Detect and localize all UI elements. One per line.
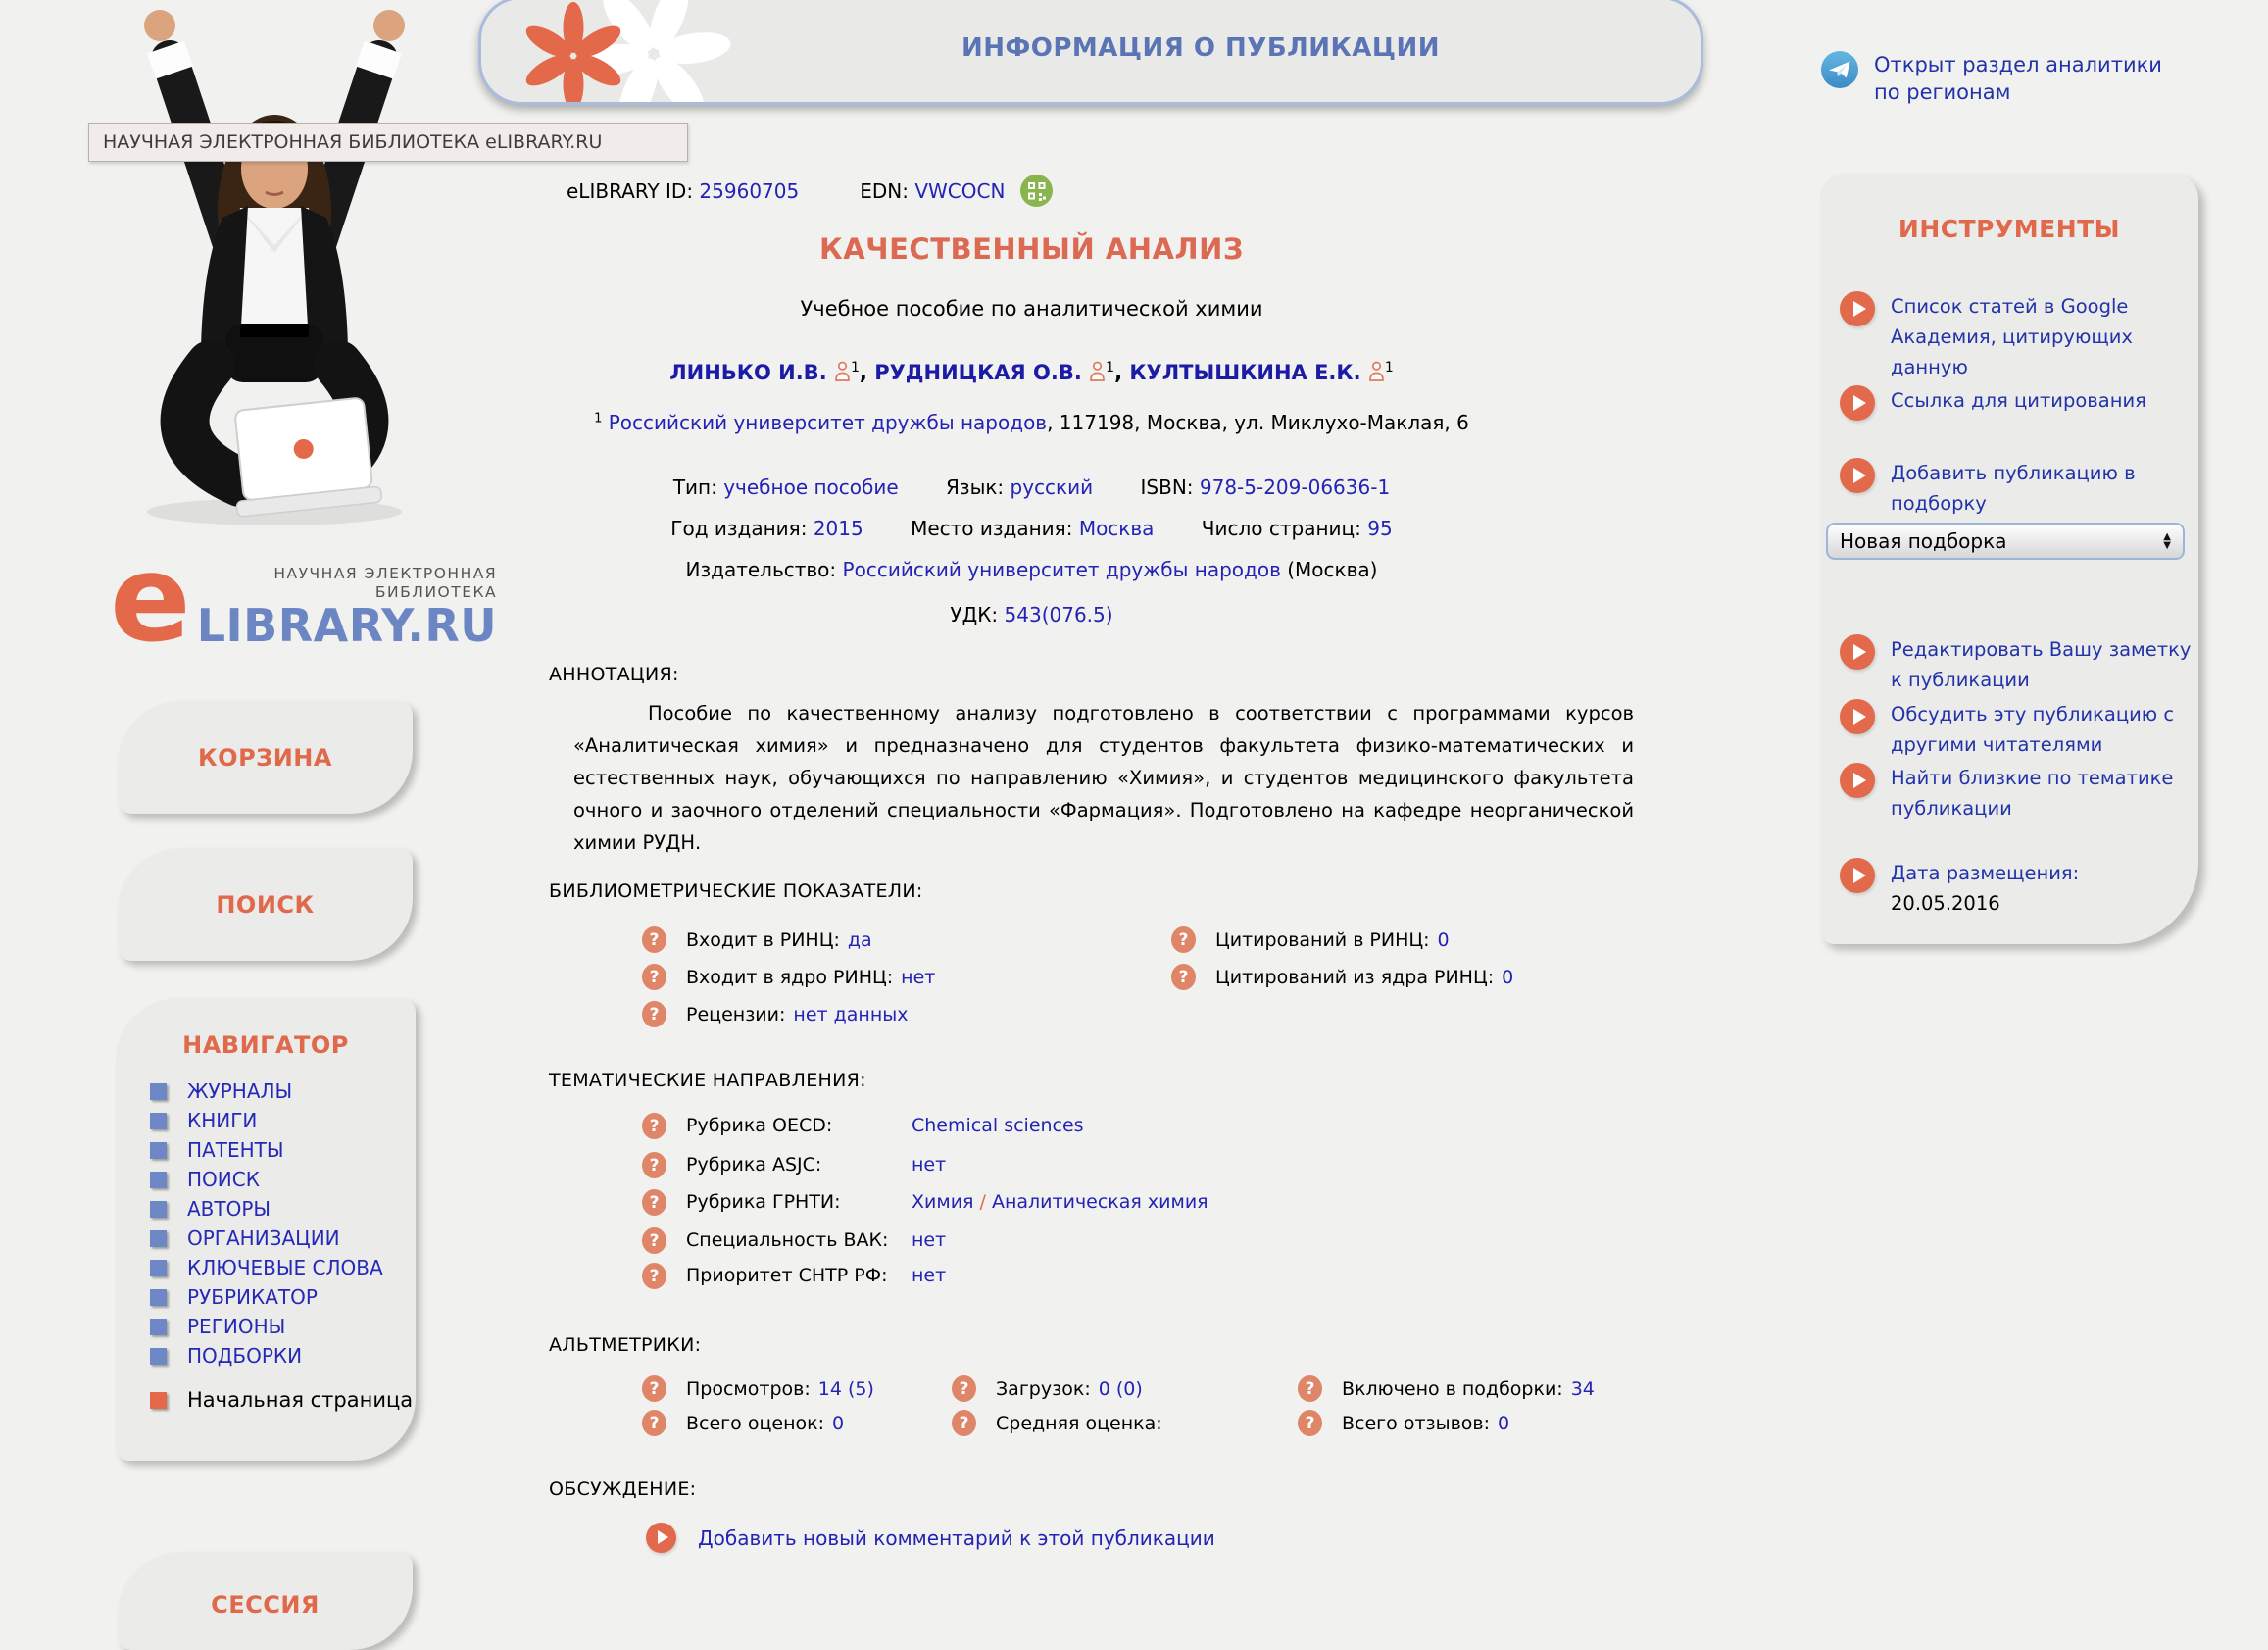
type-lang-isbn-row xyxy=(549,475,1514,499)
citation-link[interactable]: Ссылка для цитирования xyxy=(1891,389,2146,412)
help-icon[interactable]: ? xyxy=(952,1410,976,1436)
altmetrics-heading: АЛЬТМЕТРИКИ: xyxy=(549,1334,702,1356)
navigator-list xyxy=(116,1076,416,1371)
citations-rinc-value[interactable]: 0 xyxy=(1437,928,1450,951)
citations-rinc-row xyxy=(1171,926,1450,953)
elibrary-logo-e: e xyxy=(110,529,187,669)
find-similar-link[interactable]: Найти близкие по тематике публикации xyxy=(1891,767,2174,820)
home-label[interactable]: Начальная страница xyxy=(187,1388,414,1412)
search-panel[interactable] xyxy=(118,848,413,961)
add-comment-row[interactable] xyxy=(646,1523,1215,1553)
annotation-heading: АННОТАЦИЯ: xyxy=(549,664,679,685)
play-icon xyxy=(1840,858,1875,893)
help-icon[interactable]: ? xyxy=(1171,926,1196,953)
collection-select[interactable] xyxy=(1826,523,2185,560)
elibrary-id-value[interactable]: 25960705 xyxy=(699,178,800,203)
logo-wordmark: LIBRARY.RU xyxy=(196,599,498,652)
author-separator: , xyxy=(859,361,875,384)
sntr-label: Приоритет СНТР РФ: xyxy=(686,1265,888,1286)
vak-value[interactable]: нет xyxy=(912,1229,947,1251)
sidebar-item-regions[interactable] xyxy=(116,1312,416,1341)
sntr-value[interactable]: нет xyxy=(912,1265,947,1286)
avg-rating-label: Средняя оценка: xyxy=(996,1412,1162,1434)
author-icon xyxy=(1361,361,1385,384)
reviews-row xyxy=(642,1001,909,1027)
play-icon xyxy=(1840,763,1875,798)
reviews-value[interactable]: нет данных xyxy=(793,1003,909,1025)
help-icon[interactable]: ? xyxy=(642,1113,666,1139)
play-icon xyxy=(1840,634,1875,670)
help-icon[interactable]: ? xyxy=(642,1410,666,1436)
collections-cell xyxy=(1298,1375,1595,1402)
navigator-title: НАВИГАТОР xyxy=(182,1031,349,1059)
help-icon[interactable]: ? xyxy=(1298,1375,1322,1402)
tool-add-to-collection[interactable] xyxy=(1840,458,2196,519)
citations-core-label: Цитирований из ядра РИНЦ: xyxy=(1215,966,1495,988)
posting-date-row xyxy=(1840,858,2079,919)
sidebar-item-home[interactable] xyxy=(116,1388,416,1412)
publication-title: КАЧЕСТВЕННЫЙ АНАЛИЗ xyxy=(819,232,1244,266)
basket-link[interactable]: КОРЗИНА xyxy=(198,743,332,772)
sidebar-item-label[interactable]: КЛЮЧЕВЫЕ СЛОВА xyxy=(187,1256,383,1279)
type-label: Тип: xyxy=(672,475,717,499)
session-panel xyxy=(118,1552,413,1650)
lang-value[interactable]: русский xyxy=(1010,475,1094,499)
downloads-cell xyxy=(952,1375,1143,1402)
publication-ids-row xyxy=(567,175,1053,207)
site-tooltip xyxy=(88,123,688,162)
ratings-cell xyxy=(642,1410,844,1436)
author-separator: , xyxy=(1114,361,1130,384)
play-icon xyxy=(646,1523,676,1553)
grnti-separator: / xyxy=(973,1191,992,1213)
reviews-label: Рецензии: xyxy=(686,1003,786,1025)
square-bullet-icon xyxy=(150,1172,167,1188)
author-affil-sup: 1 xyxy=(1384,360,1394,375)
avg-rating-cell xyxy=(952,1410,1170,1436)
logo-caption-line2: БИБЛИОТЕКА xyxy=(374,583,498,601)
oecd-value[interactable]: Chemical sciences xyxy=(912,1115,1084,1136)
year-place-pages-row xyxy=(549,517,1514,540)
collections-value[interactable]: 34 xyxy=(1570,1377,1595,1400)
help-icon[interactable]: ? xyxy=(1171,964,1196,990)
citations-core-value[interactable]: 0 xyxy=(1502,966,1514,988)
author-link[interactable]: РУДНИЦКАЯ О.В. xyxy=(874,361,1082,384)
help-icon[interactable]: ? xyxy=(642,1263,666,1289)
sidebar-item-label[interactable]: ПАТЕНТЫ xyxy=(187,1138,284,1162)
sidebar-item-collections[interactable] xyxy=(116,1341,416,1371)
citations-core-row xyxy=(1171,964,1513,990)
sidebar-item-authors[interactable] xyxy=(116,1194,416,1224)
search-link[interactable]: ПОИСК xyxy=(216,890,315,919)
add-to-collection-link[interactable]: Добавить публикацию в подборку xyxy=(1891,462,2136,515)
session-title: СЕССИЯ xyxy=(211,1591,320,1619)
sidebar-item-label[interactable]: ЖУРНАЛЫ xyxy=(187,1079,293,1103)
publication-info xyxy=(549,172,1676,1606)
help-icon[interactable]: ? xyxy=(642,1152,666,1178)
grnti-value-2[interactable]: Аналитическая химия xyxy=(991,1191,1208,1213)
square-bullet-icon xyxy=(150,1260,167,1276)
square-bullet-orange-icon xyxy=(150,1392,167,1409)
lang-label: Язык: xyxy=(946,475,1005,499)
author-icon xyxy=(827,361,851,384)
place-label: Место издания: xyxy=(911,517,1073,540)
square-bullet-icon xyxy=(150,1201,167,1218)
udk-label: УДК: xyxy=(950,603,999,626)
tool-find-similar[interactable] xyxy=(1840,763,2196,824)
page-title: ИНФОРМАЦИЯ О ПУБЛИКАЦИИ xyxy=(961,33,1441,63)
sidebar-item-rubricator[interactable] xyxy=(116,1282,416,1312)
author-icon xyxy=(1082,361,1106,384)
rinc-core-label: Входит в ядро РИНЦ: xyxy=(686,966,894,988)
asjc-label: Рубрика ASJC: xyxy=(686,1154,822,1175)
pages-label: Число страниц: xyxy=(1201,517,1361,540)
affiliation-sup: 1 xyxy=(594,411,603,426)
navigator-panel xyxy=(116,998,416,1461)
affiliation-row xyxy=(549,411,1514,434)
views-value[interactable]: 14 (5) xyxy=(817,1377,874,1400)
publisher-row xyxy=(549,558,1514,581)
telegram-icon[interactable] xyxy=(1821,51,1858,93)
select-arrows-icon xyxy=(2163,532,2171,550)
sidebar-item-books[interactable] xyxy=(116,1106,416,1135)
type-value[interactable]: учебное пособие xyxy=(723,475,899,499)
help-icon[interactable]: ? xyxy=(642,926,666,953)
woman-with-laptop-illustration xyxy=(93,0,456,529)
annotation-text: Пособие по качественному анализу подготовлено в соответствии с программами курсов «Аналитическая химия» и предназначено для студентов факультета физико-математических и естественных наук, обучающихся по направлению «Химия», и студентов медицинского факультета очного и заочного отделений специальности «Фармация». Подготовлено на кафедре неорганической химии РУДН. xyxy=(573,702,1634,854)
discussion-heading: ОБСУЖДЕНИЕ: xyxy=(549,1478,697,1500)
feedback-label: Всего отзывов: xyxy=(1342,1412,1491,1434)
pages-value[interactable]: 95 xyxy=(1367,517,1393,540)
square-bullet-icon xyxy=(150,1142,167,1159)
help-icon[interactable]: ? xyxy=(952,1375,976,1402)
qr-code-icon[interactable] xyxy=(1020,175,1053,207)
grnti-label: Рубрика ГРНТИ: xyxy=(686,1191,841,1213)
publisher-suffix: (Москва) xyxy=(1280,558,1378,581)
logo-caption-line1: НАУЧНАЯ ЭЛЕКТРОННАЯ xyxy=(273,565,498,582)
author-link[interactable]: ЛИНЬКО И.В. xyxy=(669,361,827,384)
rinc-value[interactable]: да xyxy=(847,928,872,951)
udk-row xyxy=(549,603,1514,626)
sidebar-item-label[interactable]: ПОДБОРКИ xyxy=(187,1344,303,1368)
publication-subtitle: Учебное пособие по аналитической химии xyxy=(800,297,1263,321)
publisher-label: Издательство: xyxy=(685,558,837,581)
author-affil-sup: 1 xyxy=(1106,360,1115,375)
affiliation-address: , 117198, Москва, ул. Миклухо-Маклая, 6 xyxy=(1047,411,1469,434)
google-scholar-link[interactable]: Список статей в Google Академия, цитирующих данную xyxy=(1891,295,2133,378)
tool-discuss[interactable] xyxy=(1840,699,2196,760)
square-bullet-icon xyxy=(150,1289,167,1306)
elibrary-id-label: eLIBRARY ID: xyxy=(567,178,694,203)
collections-label: Включено в подборки: xyxy=(1342,1377,1563,1400)
views-label: Просмотров: xyxy=(686,1377,811,1400)
publisher-value[interactable]: Российский университет дружбы народов xyxy=(842,558,1281,581)
regional-analytics-link[interactable]: Открыт раздел аналитики по регионам xyxy=(1874,53,2162,104)
udk-value[interactable]: 543(076.5) xyxy=(1004,603,1113,626)
tool-google-scholar[interactable] xyxy=(1840,291,2196,382)
isbn-value[interactable]: 978-5-209-06636-1 xyxy=(1199,475,1391,499)
play-icon xyxy=(1840,385,1875,421)
sidebar-item-label[interactable]: ПОИСК xyxy=(187,1168,260,1191)
edn-value[interactable]: VWCOCN xyxy=(914,178,1006,203)
posting-date-label: Дата размещения: xyxy=(1891,862,2080,884)
discuss-link[interactable]: Обсудить эту публикацию с другими читателями xyxy=(1891,703,2175,756)
sidebar-item-label[interactable]: РУБРИКАТОР xyxy=(187,1285,318,1309)
tool-citation-link[interactable] xyxy=(1840,385,2196,421)
asjc-value[interactable]: нет xyxy=(912,1154,947,1175)
help-icon[interactable]: ? xyxy=(642,1227,666,1254)
collection-select-value: Новая подборка xyxy=(1840,529,2007,553)
author-link[interactable]: КУЛТЫШКИНА Е.К. xyxy=(1129,361,1361,384)
play-icon xyxy=(1840,699,1875,734)
posting-date-value: 20.05.2016 xyxy=(1891,892,2000,915)
sidebar-item-label[interactable]: АВТОРЫ xyxy=(187,1197,271,1221)
promo-photo xyxy=(93,0,456,529)
tools-panel xyxy=(1820,174,2198,944)
edn-label: EDN: xyxy=(860,178,909,203)
tool-edit-note[interactable] xyxy=(1840,634,2196,695)
basket-panel[interactable] xyxy=(118,701,413,814)
square-bullet-icon xyxy=(150,1319,167,1335)
add-comment-link[interactable]: Добавить новый комментарий к этой публикации xyxy=(698,1525,1215,1550)
ratings-label: Всего оценок: xyxy=(686,1412,824,1434)
place-value[interactable]: Москва xyxy=(1078,517,1155,540)
square-bullet-icon xyxy=(150,1230,167,1247)
help-icon[interactable]: ? xyxy=(642,1375,666,1402)
help-icon[interactable]: ? xyxy=(1298,1410,1322,1436)
site-tooltip-text: НАУЧНАЯ ЭЛЕКТРОННАЯ БИБЛИОТЕКА eLIBRARY.RU xyxy=(103,131,603,153)
sidebar-item-label[interactable]: ОРГАНИЗАЦИИ xyxy=(187,1226,340,1250)
elibrary-logo[interactable] xyxy=(110,529,498,669)
oecd-label: Рубрика OECD: xyxy=(686,1115,833,1136)
arrow-down-icon: ▼ xyxy=(2163,540,2171,551)
header-banner xyxy=(478,0,1703,105)
bibliometrics-heading: БИБЛИОМЕТРИЧЕСКИЕ ПОКАЗАТЕЛИ: xyxy=(549,880,923,902)
author-affil-sup: 1 xyxy=(850,360,860,375)
help-icon[interactable]: ? xyxy=(642,964,666,990)
thematics-heading: ТЕМАТИЧЕСКИЕ НАПРАВЛЕНИЯ: xyxy=(549,1070,866,1091)
downloads-label: Загрузок: xyxy=(996,1377,1091,1400)
square-bullet-icon xyxy=(150,1083,167,1100)
rinc-row xyxy=(642,926,872,953)
rinc-core-value[interactable]: нет xyxy=(901,966,936,988)
sidebar-item-keywords[interactable] xyxy=(116,1253,416,1282)
ratings-value[interactable]: 0 xyxy=(832,1412,845,1434)
vak-label: Специальность ВАК: xyxy=(686,1229,889,1251)
sidebar-item-journals[interactable] xyxy=(116,1076,416,1106)
play-icon xyxy=(1840,291,1875,326)
citations-rinc-label: Цитирований в РИНЦ: xyxy=(1215,928,1430,951)
sidebar-item-organizations[interactable] xyxy=(116,1224,416,1253)
views-cell xyxy=(642,1375,874,1402)
rinc-label: Входит в РИНЦ: xyxy=(686,928,840,951)
edit-note-link[interactable]: Редактировать Вашу заметку к публикации xyxy=(1891,638,2192,691)
feedback-cell xyxy=(1298,1410,1509,1436)
sidebar-item-search[interactable] xyxy=(116,1165,416,1194)
year-value[interactable]: 2015 xyxy=(813,517,863,540)
sidebar-item-label[interactable]: КНИГИ xyxy=(187,1109,258,1132)
rinc-core-row xyxy=(642,964,935,990)
help-icon[interactable]: ? xyxy=(642,1189,666,1216)
arrow-up-icon: ▲ xyxy=(2163,531,2171,542)
authors-row xyxy=(549,360,1514,384)
affiliation-org-link[interactable]: Российский университет дружбы народов xyxy=(608,411,1048,434)
feedback-value[interactable]: 0 xyxy=(1498,1412,1510,1434)
elibrary-flower-logo-icon xyxy=(495,0,760,105)
analytics-link-block xyxy=(1821,51,2184,106)
tools-title: ИНСТРУМЕНТЫ xyxy=(1898,215,2121,243)
downloads-value[interactable]: 0 (0) xyxy=(1098,1377,1143,1400)
square-bullet-icon xyxy=(150,1348,167,1365)
sidebar-item-label[interactable]: РЕГИОНЫ xyxy=(187,1315,286,1338)
year-label: Год издания: xyxy=(670,517,808,540)
isbn-label: ISBN: xyxy=(1140,475,1194,499)
square-bullet-icon xyxy=(150,1113,167,1129)
grnti-value-1[interactable]: Химия xyxy=(912,1191,974,1213)
help-icon[interactable]: ? xyxy=(642,1001,666,1027)
play-icon xyxy=(1840,458,1875,493)
sidebar-item-patents[interactable] xyxy=(116,1135,416,1165)
